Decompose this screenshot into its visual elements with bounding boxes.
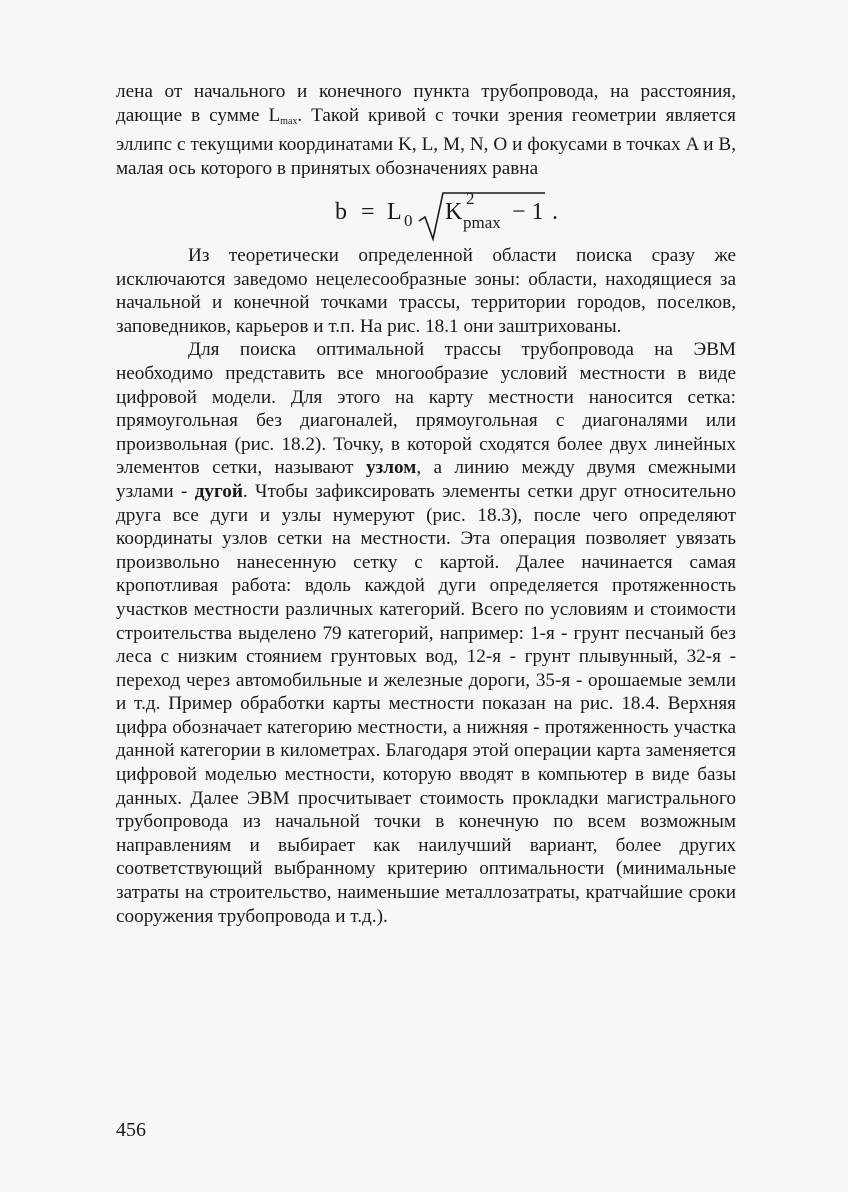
formula-equals: = [361, 199, 375, 225]
formula-period: . [552, 199, 558, 225]
paragraph-1-text-a: лена от начального и конечного пункта трубопровода, на расстояния, дающие в сумме L [116, 81, 736, 126]
body-paragraph-block [116, 244, 736, 928]
paragraph-3 [116, 338, 736, 928]
paragraph-3-text-a: Для поиска оптимальной трассы трубопровода на ЭВМ необходимо представить все многообразие условий местности в виде цифровой модели. Для этого на карту местности наносится сетка: прямоугольная без диагоналей, прямоугольная с диагоналями или произвольная (рис. 18.2). Точку, в которой сходятся более двух линейных элементов сетки, называют [116, 339, 736, 479]
paragraph-1-text-b: . Такой кривой с точки зрения геометрии является эллипс с текущими координатами K, L, M, N, O и фокусами в точках A и B, малая ось которого в принятых обозначениях равна [116, 104, 736, 179]
formula-minor-axis [335, 187, 595, 247]
formula-k: K [445, 199, 463, 225]
l-max-subscript: max [280, 115, 298, 127]
formula-k-superscript: 2 [466, 189, 475, 208]
paragraph-2: Из теоретически определенной области поиска сразу же исключаются заведомо нецелесообразные зоны: области, находящиеся за начальной и конечной точками трассы, территории городов, поселков, заповедников, карьеров и т.п. На рис. 18.1 они заштрихованы. [116, 245, 736, 337]
intro-paragraph-block [116, 80, 736, 180]
term-node: узлом [365, 457, 417, 479]
formula-l-subscript: 0 [404, 211, 413, 230]
paragraph-1 [116, 80, 736, 180]
formula-minus-one: − 1 [512, 199, 544, 225]
formula-k-subscript: pmax [463, 213, 501, 232]
page-number: 456 [116, 1119, 146, 1141]
formula-l: L [387, 199, 402, 225]
paragraph-3-text-b: , а линию между двумя смежными узлами - [116, 457, 737, 502]
term-arc: дугой [194, 480, 243, 502]
paragraph-3-text-c: . Чтобы зафиксировать элементы сетки друг относительно друга все дуги и узлы нумеруют (рис. 18.3), после чего определяют координаты узлов сетки на местности. Эта операция позволяет увязать произвольно нанесенную сетку с картой. Далее начинается самая кропотливая работа: вдоль каждой дуги определяется протяженность участков местности различных категорий. Всего по условиям и стоимости строительства выделено 79 категорий, например: 1-я - грунт песчаный без леса с низким стоянием грунтовых вод, 12-я - грунт плывунный, 32-я - переход через автомобильные и железные дороги, 35-я - орошаемые земли и т.д. Пример обработки карты местности показан на рис. 18.4. Верхняя цифра обозначает категорию местности, а нижняя - протяженность участка данной категории в километрах. Благодаря этой операции карта заменяется цифровой моделью местности, которую вводят в компьютер в виде базы данных. Далее ЭВМ просчитывает стоимость прокладки магистрального трубопровода из начальной точки в конечную по всем возможным направлениям и выбирает как наилучший вариант, более других соответствующий выбранному критерию оптимальности (минимальные затраты на строительство, наименьшие металлозатраты, кратчайшие сроки сооружения трубопровода и т.д.). [116, 480, 736, 927]
formula-b: b [335, 199, 347, 225]
